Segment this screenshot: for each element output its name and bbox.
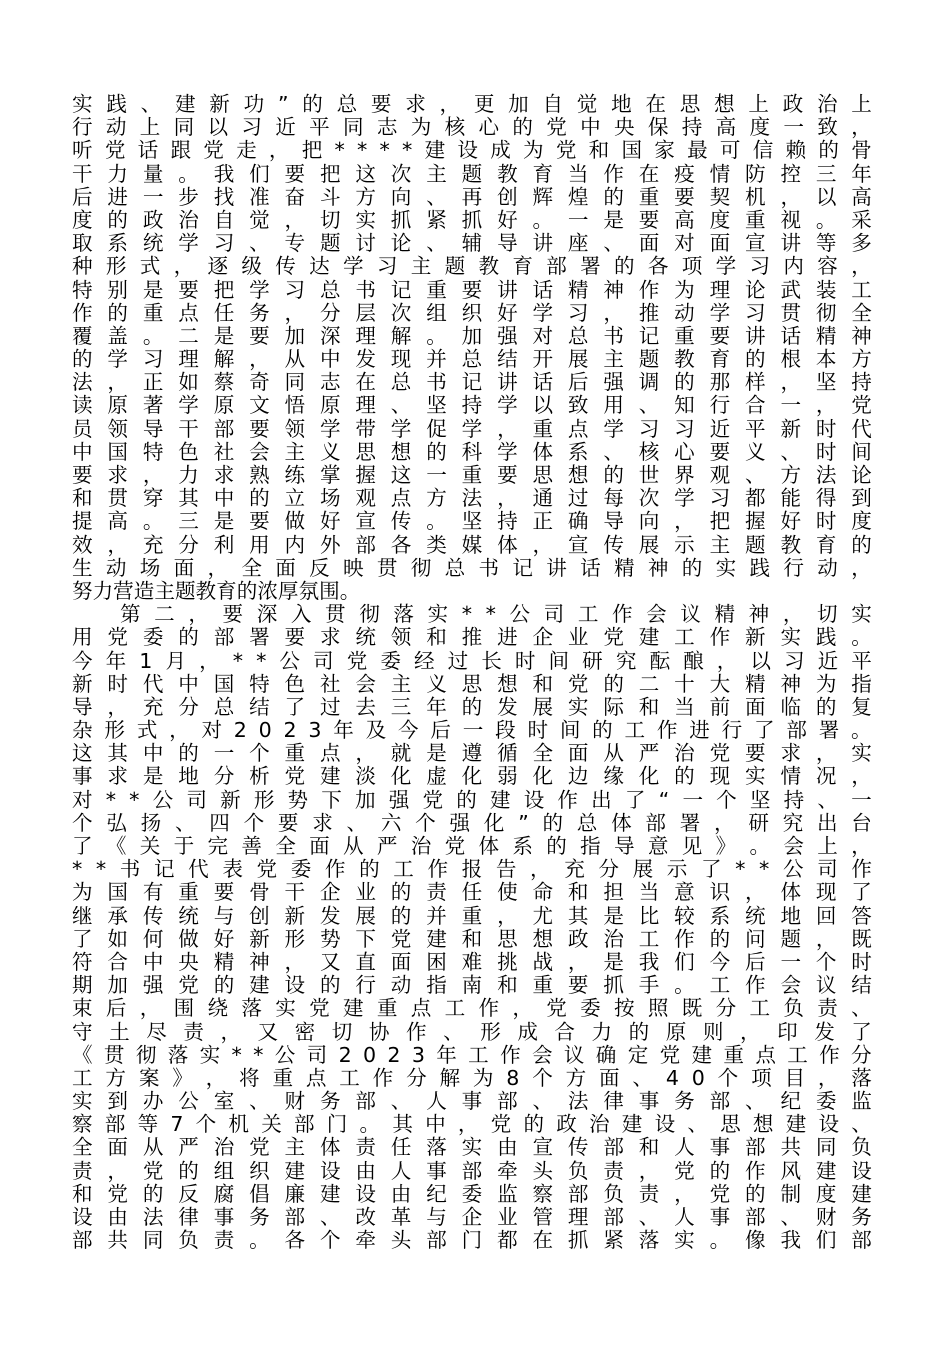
text-line: 实 践 、 建 新 功 ” 的 总 要 求 ， 更 加 自 觉 地 在 思 想 上 政 治 上 xyxy=(72,92,872,116)
text-line: 守 土 尽 责 ， 又 密 切 协 作 、 形 成 合 力 的 原 则 ， 印 发 了 xyxy=(72,1019,872,1044)
text-line: 察 部 等 7 个 机 关 部 门 。 其 中 ， 党 的 政 治 建 设 、 思 想 建 设 、 xyxy=(72,1112,872,1137)
text-line: 符 合 中 央 精 神 ， 又 直 面 困 难 挑 战 ， 是 我 们 今 后 一 个 时 xyxy=(72,949,872,974)
text-line: 干 力 量 。 我 们 要 把 这 次 主 题 教 育 当 作 在 疫 情 防 控 三 年 xyxy=(72,161,872,186)
text-line: 员 领 导 干 部 要 领 学 带 学 促 学 ， 重 点 学 习 习 近 平 新 时 代 xyxy=(72,416,872,441)
text-line: 杂 形 式 ， 对 2 0 2 3 年 及 今 后 一 段 时 间 的 工 作 进 行 了 部 署 。 xyxy=(72,718,872,743)
text-line: 用 党 委 的 部 署 要 求 统 领 和 推 进 企 业 党 建 工 作 新 实 践 。 xyxy=(72,625,872,650)
text-line: 作 的 重 点 任 务 ， 分 层 次 组 织 好 学 习 ， 推 动 学 习 贯 彻 全 xyxy=(72,300,872,325)
text-line: 全 面 从 严 治 党 主 体 责 任 落 实 由 宣 传 部 和 人 事 部 共 同 负 xyxy=(72,1135,872,1160)
text-line: 提 高 。 三 是 要 做 好 宣 传 。 坚 持 正 确 导 向 ， 把 握 好 时 度 xyxy=(72,509,872,534)
text-line: 的 学 习 理 解 ， 从 中 发 现 并 总 结 开 展 主 题 教 育 的 根 本 方 xyxy=(72,347,872,372)
text-line: 行 动 上 同 以 习 近 平 同 志 为 核 心 的 党 中 央 保 持 高 度 一 致 ， xyxy=(72,115,872,140)
text-line: 对 * * 公 司 新 形 势 下 加 强 党 的 建 设 作 出 了 “ 一 个 坚 持 、 一 xyxy=(72,787,872,812)
text-line: 种 形 式 ， 逐 级 传 达 学 习 主 题 教 育 部 署 的 各 项 学 习 内 容 ， xyxy=(72,254,872,279)
text-line: 实 到 办 公 室 、 财 务 部 、 人 事 部 、 法 律 事 务 部 、 纪 委 监 xyxy=(72,1089,872,1114)
text-line: 生 动 场 面 ， 全 面 反 映 贯 彻 总 书 记 讲 话 精 神 的 实 践 行 动 ， xyxy=(72,555,872,580)
text-line: 导 ， 充 分 总 结 了 过 去 三 年 的 发 展 实 际 和 当 前 面 临 的 复 xyxy=(72,694,872,719)
text-line: 和 贯 穿 其 中 的 立 场 观 点 方 法 ， 通 过 每 次 学 习 都 能 得 到 xyxy=(72,486,872,511)
text-line: 了 《 关 于 完 善 全 面 从 严 治 党 体 系 的 指 导 意 见 》 。 会 上 ， xyxy=(72,834,872,858)
text-line: * * 书 记 代 表 党 委 作 的 工 作 报 告 ， 充 分 展 示 了 * * 公 司 作 xyxy=(72,857,872,882)
text-line: 束 后 ， 围 绕 落 实 党 建 重 点 工 作 ， 党 委 按 照 既 分 工 负 责 、 xyxy=(72,996,872,1021)
text-line: 工 方 案 》 ， 将 重 点 工 作 分 解 为 8 个 方 面 、 4 0 个 项 目 ， 落 xyxy=(72,1065,872,1090)
text-line: 《 贯 彻 落 实 * * 公 司 2 0 2 3 年 工 作 会 议 确 定 党 建 重 点 工 作 分 xyxy=(72,1042,872,1067)
text-line: 法 ， 正 如 蔡 奇 同 志 在 总 书 记 讲 话 后 强 调 的 那 样 ， 坚 持 xyxy=(72,370,872,395)
text-line: 这 其 中 的 一 个 重 点 ， 就 是 遵 循 全 面 从 严 治 党 要 求 ， 实 xyxy=(72,741,872,766)
text-line: 度 的 政 治 自 觉 ， 切 实 抓 紧 抓 好 。 一 是 要 高 度 重 视 。 采 xyxy=(72,207,872,232)
text-line: 今 年 1 月 ， * * 公 司 党 委 经 过 长 时 间 研 究 酝 酿 ， 以 习 近 平 xyxy=(72,648,872,673)
text-line: 效 ， 充 分 利 用 内 外 部 各 类 媒 体 ， 宣 传 展 示 主 题 教 育 的 xyxy=(72,532,872,557)
text-line: 设 由 法 律 事 务 部 、 改 革 与 企 业 管 理 部 、 人 事 部 、 财 务 xyxy=(72,1205,872,1229)
text-line: 继 承 传 统 与 创 新 发 展 的 并 重 ， 尤 其 是 比 较 系 统 地 回 答 xyxy=(72,903,872,928)
text-line: 取 系 统 学 习 、 专 题 讨 论 、 辅 导 讲 座 、 面 对 面 宣 讲 等 多 xyxy=(72,231,872,256)
text-line: 后 进 一 步 找 准 奋 斗 方 向 、 再 创 辉 煌 的 重 要 契 机 ， 以 高 xyxy=(72,184,872,209)
body-text xyxy=(72,93,872,1252)
text-line: 新 时 代 中 国 特 色 社 会 主 义 思 想 和 党 的 二 十 大 精 神 为 指 xyxy=(72,671,872,696)
text-line: 责 ， 党 的 组 织 建 设 由 人 事 部 牵 头 负 责 ， 党 的 作 风 建 设 xyxy=(72,1158,872,1183)
text-line: 部 共 同 负 责 。 各 个 牵 头 部 门 都 在 抓 紧 落 实 。 像 我 们 部 xyxy=(72,1228,872,1253)
text-line: 听 党 话 跟 党 走 ， 把 * * * * 建 设 成 为 党 和 国 家 最 可 信 赖 的 骨 xyxy=(72,138,872,163)
text-line: 和 党 的 反 腐 倡 廉 建 设 由 纪 委 监 察 部 负 责 ， 党 的 制 度 建 xyxy=(72,1181,872,1206)
text-line: 事 求 是 地 分 析 党 建 淡 化 虚 化 弱 化 边 缘 化 的 现 实 情 况 ， xyxy=(72,764,872,789)
text-line: 努力营造主题教育的浓厚氛围。 xyxy=(72,578,361,603)
text-line: 要 求 ， 力 求 熟 练 掌 握 这 一 重 要 思 想 的 世 界 观 、 方 法 论 xyxy=(72,463,872,487)
text-line: 个 弘 扬 、 四 个 要 求 、 六 个 强 化 ” 的 总 体 部 署 ， 研 究 出 台 xyxy=(72,810,872,835)
text-line: 为 国 有 重 要 骨 干 企 业 的 责 任 使 命 和 担 当 意 识 ， 体 现 了 xyxy=(72,880,872,905)
text-line: 了 如 何 做 好 新 形 势 下 党 建 和 思 想 政 治 工 作 的 问 题 ， 既 xyxy=(72,926,872,951)
text-line: 特 别 是 要 把 学 习 总 书 记 重 要 讲 话 精 神 作 为 理 论 武 装 工 xyxy=(72,277,872,302)
text-line: 覆 盖 。 二 是 要 加 深 理 解 。 加 强 对 总 书 记 重 要 讲 话 精 神 xyxy=(72,323,872,348)
paragraph-first-line: 第 二 ， 要 深 入 贯 彻 落 实 * * 公 司 工 作 会 议 精 神 ， 切 实 xyxy=(120,602,872,627)
text-line: 期 加 强 党 的 建 设 的 行 动 指 南 和 重 要 抓 手 。 工 作 会 议 结 xyxy=(72,973,872,998)
text-line: 读 原 著 学 原 文 悟 原 理 、 坚 持 学 以 致 用 、 知 行 合 一 ， 党 xyxy=(72,393,872,418)
text-line: 中 国 特 色 社 会 主 义 思 想 的 科 学 体 系 、 核 心 要 义 、 时 间 xyxy=(72,439,872,464)
